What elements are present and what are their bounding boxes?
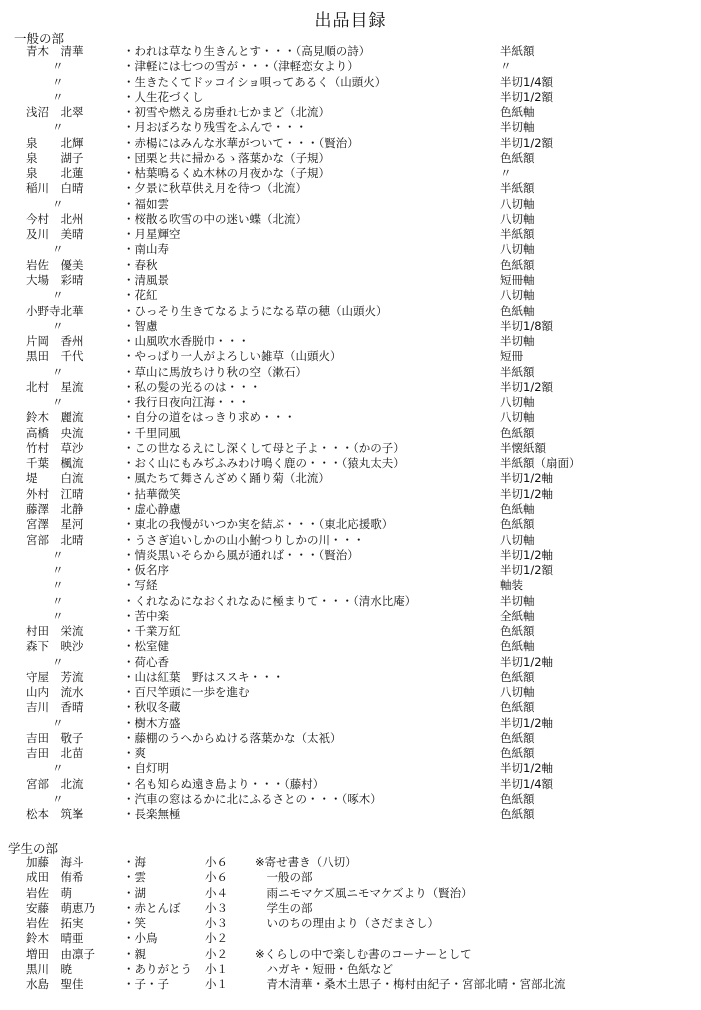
list-item [0,502,701,517]
list-item [0,456,701,471]
artist-name: 〃 [52,59,64,74]
work-format: 色紙額 [500,257,535,272]
work-format: 〃 [500,59,512,74]
student-name: 岩佐 萌 [26,885,72,900]
artist-name: 宮部 北晴 [26,532,84,547]
list-item [0,365,701,380]
list-item [0,426,701,441]
list-item [0,441,701,456]
list-item [0,319,701,334]
artist-name: 守屋 芳流 [26,669,84,684]
work-title: ・やっぱり一人がよろしい雑草（山頭火） [123,349,342,364]
list-item [0,746,701,761]
work-format: 色紙額 [500,624,535,639]
student-grade: 小１ [205,977,228,992]
work-title: ・仮名序 [123,563,169,578]
list-item [0,166,701,181]
work-title: ・小鳥 [123,931,158,946]
student-name: 加藤 海斗 [26,855,84,869]
student-name: 増田 由凛子 [26,946,95,961]
artist-name: 山内 流水 [26,685,84,700]
artist-name: 泉 北輝 [26,135,84,150]
work-title: ・自灯明 [123,761,169,776]
student-name: 岩佐 拓実 [26,916,84,931]
work-title: ・ありがとう [123,962,192,977]
work-format: 八切軸 [500,410,535,425]
list-item [0,304,701,319]
artist-name: 〃 [52,578,64,593]
list-item [0,578,701,593]
list-item [0,548,701,563]
list-item [0,901,701,916]
list-item [0,227,701,242]
work-format: 半切1/2軸 [500,547,554,562]
work-title: ・自分の道をはっきり求め・・・ [123,410,296,425]
list-item [0,807,701,822]
work-format: 色紙額 [500,730,535,745]
work-title: ・清風景 [123,272,169,287]
work-format: 半切1/2軸 [500,654,554,669]
work-title: ・汽車の窓はるかに北にふるさとの・・・（啄木） [123,792,382,807]
student-name: 安藤 萌恵乃 [26,900,95,915]
work-title: ・この世なるえにし深くして母と子よ・・・（かの子） [123,440,405,455]
work-title: ・花紅 [123,288,158,303]
work-format: 色紙額 [500,746,535,761]
work-title: ・秋収冬蔵 [123,700,181,715]
list-item [0,181,701,196]
work-format: 色紙軸 [500,501,535,516]
artist-name: 〃 [52,196,64,211]
list-item [0,90,701,105]
work-format: 半切1/2軸 [500,761,554,776]
list-item [0,59,701,74]
list-item [0,639,701,654]
list-item [0,761,701,776]
list-item [0,258,701,273]
students-list [0,855,701,993]
work-title: ・子・子 [123,977,169,992]
work-format: 短冊 [500,349,523,364]
list-item [0,977,701,992]
list-item [0,670,701,685]
artist-name: 〃 [52,242,64,257]
note-text: 学生の部 [255,900,313,915]
work-format: 半懐紙額 [500,440,546,455]
work-title: ・名も知らぬ遠き島より・・・（藤村） [123,776,325,791]
work-format: 軸装 [500,578,523,593]
work-format: 全紙軸 [500,608,535,623]
list-item [0,136,701,151]
artist-name: 〃 [52,761,64,776]
work-title: ・樹木方盛 [123,715,181,730]
artist-name: 〃 [52,563,64,578]
work-title: ・海 [123,855,146,869]
artist-name: 〃 [52,120,64,135]
work-format: 半切軸 [500,120,535,135]
artist-name: 稲川 白晴 [26,181,84,196]
work-title: ・団栗と共に掃かるゝ落葉かな（子規） [123,150,330,165]
work-format: 半切軸 [500,593,535,608]
list-item [0,273,701,288]
work-format: 短冊軸 [500,272,535,287]
work-format: 半切1/2額 [500,89,554,104]
work-title: ・草山に馬放ちけり秋の空（漱石） [123,364,307,379]
work-title: ・千業万紅 [123,624,181,639]
work-format: 半切1/2額 [500,135,554,150]
list-item [0,962,701,977]
work-format: 半切軸 [500,334,535,349]
work-format: 半切1/2軸 [500,486,554,501]
list-item [0,242,701,257]
work-format: 半紙額 [500,364,535,379]
student-grade: 小３ [205,916,228,931]
work-format: 色紙額 [500,669,535,684]
artist-name: 〃 [52,89,64,104]
list-item [0,777,701,792]
list-item [0,609,701,624]
note-text: ※くらしの中で楽しむ書のコーナーとして [255,946,472,961]
list-item [0,349,701,364]
artist-name: 鈴木 麗流 [26,410,84,425]
list-item [0,655,701,670]
artist-name: 村田 栄流 [26,624,84,639]
artist-name: 吉田 北苗 [26,746,84,761]
list-item [0,44,701,59]
work-title: ・山は紅葉 野はススキ・・・ [123,669,284,684]
student-name: 水島 聖佳 [26,977,84,992]
work-title: ・藤棚のうへからぬける落葉かな（太祇） [123,730,342,745]
work-title: ・苦中楽 [123,608,169,623]
work-title: ・われは草なり生きんとす・・・（高見順の詩） [123,44,371,58]
page-title: 出品目録 [314,11,387,31]
work-title: ・百尺竿頭に一歩を進む [123,685,250,700]
work-title: ・山風吹水香脱巾・・・ [123,334,250,349]
work-format: 色紙軸 [500,639,535,654]
work-title: ・長楽無極 [123,807,181,822]
list-item [0,731,701,746]
work-title: ・津軽には七つの雪が・・・（津軽恋女より） [123,59,359,74]
artist-name: 〃 [52,792,64,807]
artist-name: 泉 北蓮 [26,166,84,181]
work-format: 半切1/2軸 [500,471,554,486]
artist-name: 高橋 央流 [26,425,84,440]
work-format: 八切軸 [500,196,535,211]
work-format: 色紙額 [500,425,535,440]
work-format: 半切1/8額 [500,318,554,333]
list-item [0,487,701,502]
artist-name: 〃 [52,547,64,562]
note-text: ※寄せ書き（八切） [255,855,357,869]
work-title: ・ひっそり生きてなるようになる草の穂（山頭火） [123,303,388,318]
list-item [0,594,701,609]
work-format: 色紙額 [500,150,535,165]
work-title: ・虚心静慮 [123,501,181,516]
list-item [0,334,701,349]
work-format: 半紙額 [500,181,535,196]
artist-name: 浅沼 北翠 [26,105,84,120]
artist-name: 松本 筑峯 [26,807,84,822]
work-title: ・雲 [123,870,146,885]
work-title: ・写経 [123,578,158,593]
list-item [0,395,701,410]
student-grade: 小２ [205,946,228,961]
work-title: ・東北の我慢がいつか実を結ぶ・・・（東北応援歌） [123,517,394,532]
artist-name: 〃 [52,395,64,410]
work-title: ・くれなゐになおくれなゐに極まりて・・・（清水比庵） [123,593,417,608]
work-format: 半紙額（扇面） [500,456,581,471]
section-heading-general: 一般の部 [14,31,65,46]
work-title: ・笑 [123,916,146,931]
work-title: ・赤楊にはみんな氷華がついて・・・（賢治） [123,135,359,150]
work-format: 半切1/2額 [500,563,554,578]
artist-name: 〃 [52,318,64,333]
work-title: ・荷心香 [123,654,169,669]
note-text: いのちの理由より（さだまさし） [255,916,439,931]
artist-name: 竹村 草沙 [26,440,84,455]
note-text: ハガキ・短冊・色紙など [255,962,393,977]
work-format: 色紙額 [500,807,535,822]
list-item [0,75,701,90]
work-title: ・湖 [123,885,146,900]
list-item [0,517,701,532]
artist-name: 吉田 敬子 [26,730,84,745]
note-text: 雨ニモマケズ風ニモマケズより（賢治） [255,885,473,900]
student-grade: 小３ [205,900,228,915]
work-format: 色紙額 [500,700,535,715]
list-item [0,855,701,870]
work-title: ・千里同風 [123,425,181,440]
artist-name: 今村 北州 [26,211,84,226]
work-title: ・爽 [123,746,146,761]
artist-name: 岩佐 優美 [26,257,84,272]
work-format: 色紙額 [500,517,535,532]
artist-name: 青木 清華 [26,44,84,58]
work-title: ・南山寿 [123,242,169,257]
note-text: 青木清華・桑木土思子・梅村由紀子・宮部北晴・宮部北流 [255,977,566,992]
work-title: ・風たちて舞さんざめく踊り菊（北流） [123,471,330,486]
list-item [0,931,701,946]
list-item [0,916,701,931]
list-item [0,792,701,807]
work-title: ・松室健 [123,639,169,654]
work-format: 色紙軸 [500,105,535,120]
work-format: 八切軸 [500,395,535,410]
work-format: 半切1/2額 [500,379,554,394]
list-item [0,471,701,486]
work-format: 八切軸 [500,532,535,547]
list-item [0,624,701,639]
student-grade: 小１ [205,962,228,977]
work-title: ・我行日夜向江海・・・ [123,395,250,410]
artist-name: 片岡 香州 [26,334,84,349]
section-heading-students: 学生の部 [8,841,59,856]
artist-name: 千葉 楓流 [26,456,84,471]
work-title: ・おく山にもみぢふみわけ鳴く鹿の・・・（猿丸太夫） [123,456,405,471]
artist-name: 〃 [52,715,64,730]
list-item [0,947,701,962]
student-name: 鈴木 晴亜 [26,931,84,946]
work-title: ・智慮 [123,318,158,333]
artist-name: 〃 [52,593,64,608]
work-format: 半切1/4額 [500,74,554,89]
work-title: ・拈華微笑 [123,486,181,501]
artist-name: 藤澤 北静 [26,501,84,516]
list-item [0,685,701,700]
artist-name: 泉 湖子 [26,150,84,165]
work-title: ・夕景に秋草供え月を待つ（北流） [123,181,307,196]
work-title: ・月おぼろなり残雪をふんで・・・ [123,120,307,135]
list-item [0,120,701,135]
work-format: 色紙軸 [500,303,535,318]
work-format: 半紙額 [500,44,535,58]
artist-name: 〃 [52,608,64,623]
work-title: ・生きたくてドッコイショ唄ってあるく（山頭火） [123,74,387,89]
student-grade: 小６ [205,855,228,869]
work-format: 半切1/4額 [500,776,554,791]
list-item [0,700,701,715]
student-name: 黒川 暁 [26,962,72,977]
work-title: ・春秋 [123,257,158,272]
general-list [0,44,701,823]
artist-name: 大場 彩晴 [26,272,84,287]
work-format: 半切1/2軸 [500,715,554,730]
student-grade: 小６ [205,870,228,885]
work-format: 八切軸 [500,685,535,700]
list-item [0,870,701,885]
work-title: ・枯葉鳴るくぬ木林の月夜かな（子規） [123,166,330,181]
artist-name: 〃 [52,288,64,303]
work-format: 〃 [500,166,512,181]
artist-name: 宮部 北流 [26,776,84,791]
student-name: 成田 侑希 [26,870,84,885]
work-title: ・桜散る吹雪の中の迷い蝶（北流） [123,211,307,226]
student-grade: 小４ [205,885,228,900]
work-format: 八切軸 [500,288,535,303]
work-title: ・情炎黒いそらから風が通れば・・・（賢治） [123,547,359,562]
artist-name: 〃 [52,364,64,379]
list-item [0,197,701,212]
list-item [0,886,701,901]
list-item [0,380,701,395]
work-format: 八切軸 [500,211,535,226]
artist-name: 北村 星流 [26,379,84,394]
artist-name: 〃 [52,654,64,669]
list-item [0,716,701,731]
artist-name: 黒田 千代 [26,349,84,364]
artist-name: 吉川 香晴 [26,700,84,715]
list-item [0,533,701,548]
list-item [0,563,701,578]
work-title: ・親 [123,946,146,961]
artist-name: 小野寺北華 [26,303,84,318]
artist-name: 〃 [52,74,64,89]
artist-name: 外村 江晴 [26,486,84,501]
student-grade: 小２ [205,931,228,946]
list-item [0,212,701,227]
list-item [0,288,701,303]
work-format: 色紙額 [500,792,535,807]
work-title: ・うさぎ追いしかの山小鮒つりしかの川・・・ [123,532,365,547]
work-format: 半紙額 [500,227,535,242]
note-text: 一般の部 [255,870,313,885]
artist-name: 及川 美晴 [26,227,84,242]
list-item [0,410,701,425]
work-title: ・福如雲 [123,196,169,211]
list-item [0,105,701,120]
work-title: ・私の髪の光るのは・・・ [123,379,261,394]
work-title: ・人生花づくし [123,89,204,104]
work-title: ・月星輝空 [123,227,181,242]
work-format: 八切軸 [500,242,535,257]
work-title: ・赤とんぼ [123,900,181,915]
artist-name: 宮澤 星河 [26,517,84,532]
work-title: ・初雪や燃える房垂れ七かまど（北流） [123,105,330,120]
artist-name: 森下 映沙 [26,639,84,654]
list-item [0,151,701,166]
artist-name: 堤 白流 [26,471,84,486]
